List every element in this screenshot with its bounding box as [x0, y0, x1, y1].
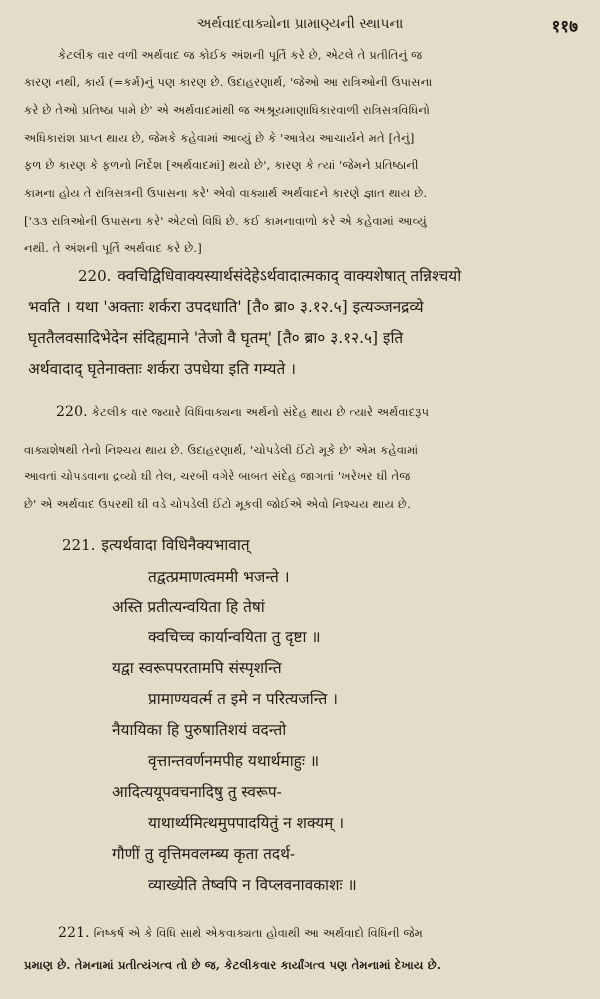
verse-line: प्रामाण्यवर्त्म त इमे न परित्यजन्ति ।: [148, 690, 338, 708]
text-line: [56, 404, 580, 420]
verse-line: आदित्ययूपवचनादिषु तु स्वरूप-: [112, 783, 282, 801]
text-line: [58, 925, 580, 941]
verse-line: क्वचिच्च कार्यान्वयिता तु दृष्टा ॥: [148, 628, 321, 646]
verse-line: गौणीं तु वृत्तिमवलम्ब्य कृता तदर्थ-: [112, 845, 296, 863]
text-line: ફળ છે કારણ કે ફળનો નિર્દેશ [અર્થવાદમાં] થયો છે', કારણ કે ત્યાં 'જેમને પ્રતિષ્ઠાની: [24, 158, 419, 172]
running-title: અર્થવાદવાક્યોના પ્રામાણ્યની સ્થાપના: [196, 16, 404, 32]
text-line-content: क्वचिद्विधिवाक्यस्यार्थसंदेहेऽर्थवादात्मकाद् वाक्यशेषात् तन्निश्चयो: [117, 267, 462, 285]
verse-line: नैयायिका हि पुरुषातिशयं वदन्तो: [112, 721, 287, 739]
text-line: ['૩૩ રાત્રિઓની ઉપાસના કરે' એટલો વિધિ છે. કઈ કામનાવાળો કરે એ કહેવામાં આવ્યું: [24, 214, 427, 228]
text-line: भवति । यथा 'अक्ताः शर्करा उपदधाति' [तै० ब्रा० ३.१२.५] इत्यञ्जनद्रव्ये: [28, 298, 424, 316]
text-line: अर्थवादाद् घृतेनाक्ताः शर्करा उपधेया इति गम्यते ।: [28, 360, 296, 378]
text-line: કામના હોય તે રાત્રિસત્રની ઉપાસના કરે' એવો વાક્યાર્થ અર્થવાદને કારણે જ્ઞાત થાય છે.: [24, 186, 428, 200]
text-line: વાક્યશેષથી તેનો નિશ્ચય થાય છે. ઉદાહરણાર્થ, 'ચોપડેલી ઈંટો મૂકે છે' એમ કહેવામાં: [24, 443, 419, 457]
paragraph-number: 220.: [56, 404, 88, 420]
text-line-content: નિષ્કર્ષ એ કે વિધિ સાથે એકવાક્યતા હોવાથી આ અર્થવાદો વિધિની જેમ: [93, 926, 423, 940]
verse-line: याथार्थ्यमित्थमुपपादयितुं न शक्यम् ।: [148, 814, 345, 832]
verse-line: अस्ति प्रतीत्यन्वयिता हि तेषां: [112, 598, 265, 616]
text-line: છે' એ અર્થવાદ ઉપરથી ઘી વડે ચોપડેલી ઈંટો મૂકવી જોઈએ એવો નિશ્ચય થાય છે.: [24, 497, 411, 511]
text-line: અધિકારાંશ પ્રાપ્ત થાય છે, જેમકે કહેવામાં આવ્યું છે કે 'આત્રેય આચાર્યને મતે [તેનું]: [24, 131, 415, 145]
text-line: [78, 265, 580, 286]
text-line: આવતાં ચોપડવાના દ્રવ્યો ઘી તેલ, ચરબી વગેરે બાબત સંદેહ જાગતાં 'ખરેખર ઘી તેજ: [24, 469, 411, 483]
text-line: કેટલીક વાર વળી અર્થવાદ જ કોઈક અંશની પૂર્તિ કરે છે, એટલે તે પ્રતીતિનું જ: [58, 48, 423, 62]
verse-line: तद्वत्प्रमाणत्वममी भजन्ते ।: [148, 568, 290, 586]
paragraph-number: 221.: [58, 925, 90, 941]
text-line: પ્રમાણ છે. તેમનામાં પ્રતીત્યંગત્વ તો છે જ, કેટલીકવાર કાર્યાંગત્વ પણ તેમનામાં દેખાય છે.: [24, 958, 442, 972]
verse-line: वृत्तान्तवर्णनमपीह यथार्थमाहुः ॥: [148, 752, 320, 770]
verse-line: इत्यर्थवादा विधिनैक्यभावात्: [101, 536, 250, 554]
text-line: [62, 534, 580, 555]
paragraph-number: 221.: [62, 536, 96, 554]
page-number: ११७: [551, 17, 578, 37]
text-line: घृततैलवसादिभेदेन संदिह्यमाने 'तेजो वै घृतम्' [तै० ब्रा० ३.१२.५] इति: [28, 329, 404, 347]
verse-line: यद्वा स्वरूपपरतामपि संस्पृशन्ति: [112, 659, 282, 677]
paragraph-number: 220.: [78, 267, 112, 285]
text-line: નથી. તે અંશની પૂર્તિ અર્થવાદ કરે છે.]: [24, 241, 202, 255]
text-line: કરે છે તેઓ પ્રતિષ્ઠા પામે છે' એ અર્થવાદમાંથી જ અશ્રૂયમાણાધિકારવાળી રાત્રિસત્રવિધિનો: [24, 103, 431, 117]
page-header: [0, 14, 600, 38]
verse-line: व्याख्येति तेष्वपि न विप्लवनावकाशः ॥: [148, 876, 357, 894]
text-line: કારણ નથી, કાર્ય (=કર્મ)નું પણ કારણ છે. ઉદાહરણાર્થ, 'જેઓ આ રાત્રિઓની ઉપાસના: [24, 75, 433, 89]
text-line-content: કેટલીક વાર જ્યારે વિધિવાક્યના અર્થનો સંદેહ થાય છે ત્યારે અર્થવાદરૂપ: [91, 405, 430, 419]
